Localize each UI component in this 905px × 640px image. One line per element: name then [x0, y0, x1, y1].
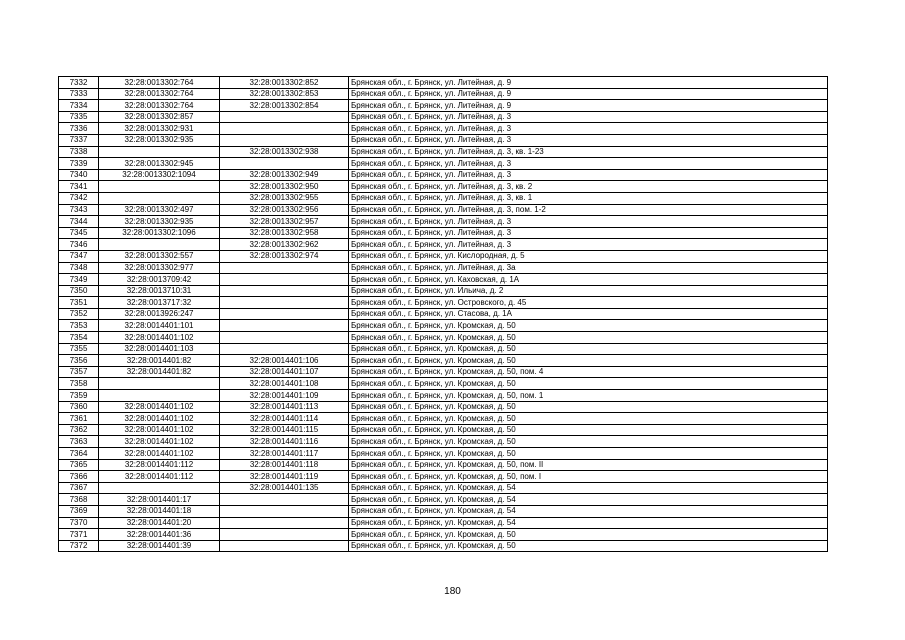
- cadastral-number-cell: 32:28:0013302:857: [99, 111, 220, 123]
- address-cell: Брянская обл., г. Брянск, ул. Литейная, д. 3а: [349, 262, 828, 274]
- row-number-cell: 7368: [59, 494, 99, 506]
- cadastral-number-cell: 32:28:0013302:935: [99, 134, 220, 146]
- cadastral-number-cell: 32:28:0013302:931: [99, 123, 220, 135]
- row-number-cell: 7365: [59, 459, 99, 471]
- row-number-cell: 7351: [59, 297, 99, 309]
- row-number-cell: 7366: [59, 471, 99, 483]
- object-cadastral-number-cell: 32:28:0013302:938: [220, 146, 349, 158]
- address-cell: Брянская обл., г. Брянск, ул. Ильича, д. 2: [349, 285, 828, 297]
- address-cell: Брянская обл., г. Брянск, ул. Литейная, д. 9: [349, 77, 828, 89]
- row-number-cell: 7337: [59, 134, 99, 146]
- table-row: [59, 378, 828, 390]
- table-row: [59, 390, 828, 402]
- address-cell: Брянская обл., г. Брянск, ул. Литейная, д. 3: [349, 239, 828, 251]
- row-number-cell: 7357: [59, 366, 99, 378]
- row-number-cell: 7364: [59, 448, 99, 460]
- row-number-cell: 7342: [59, 192, 99, 204]
- cadastral-number-cell: 32:28:0014401:112: [99, 471, 220, 483]
- object-cadastral-number-cell: [220, 517, 349, 529]
- row-number-cell: 7360: [59, 401, 99, 413]
- row-number-cell: 7333: [59, 88, 99, 100]
- table-row: [59, 308, 828, 320]
- address-cell: Брянская обл., г. Брянск, ул. Кромская, д. 54: [349, 494, 828, 506]
- row-number-cell: 7336: [59, 123, 99, 135]
- object-cadastral-number-cell: 32:28:0013302:854: [220, 100, 349, 112]
- row-number-cell: 7370: [59, 517, 99, 529]
- address-cell: Брянская обл., г. Брянск, ул. Кромская, д. 50: [349, 413, 828, 425]
- table-row: [59, 448, 828, 460]
- address-cell: Брянская обл., г. Брянск, ул. Литейная, д. 9: [349, 100, 828, 112]
- address-cell: Брянская обл., г. Брянск, ул. Каховская, д. 1А: [349, 274, 828, 286]
- address-cell: Брянская обл., г. Брянск, ул. Кромская, д. 50, пом. 4: [349, 366, 828, 378]
- object-cadastral-number-cell: [220, 158, 349, 170]
- row-number-cell: 7335: [59, 111, 99, 123]
- row-number-cell: 7349: [59, 274, 99, 286]
- address-cell: Брянская обл., г. Брянск, ул. Кромская, д. 50: [349, 320, 828, 332]
- cadastral-number-cell: 32:28:0013302:497: [99, 204, 220, 216]
- table-row: [59, 262, 828, 274]
- table-row: [59, 274, 828, 286]
- address-cell: Брянская обл., г. Брянск, ул. Литейная, д. 9: [349, 88, 828, 100]
- address-cell: Брянская обл., г. Брянск, ул. Литейная, д. 3: [349, 216, 828, 228]
- row-number-cell: 7362: [59, 424, 99, 436]
- cadastral-number-cell: 32:28:0014401:82: [99, 355, 220, 367]
- object-cadastral-number-cell: 32:28:0013302:852: [220, 77, 349, 89]
- object-cadastral-number-cell: 32:28:0013302:958: [220, 227, 349, 239]
- address-cell: Брянская обл., г. Брянск, ул. Островского, д. 45: [349, 297, 828, 309]
- cadastral-number-cell: 32:28:0013710:31: [99, 285, 220, 297]
- address-cell: Брянская обл., г. Брянск, ул. Литейная, д. 3, кв. 1-23: [349, 146, 828, 158]
- row-number-cell: 7345: [59, 227, 99, 239]
- object-cadastral-number-cell: [220, 320, 349, 332]
- table-row: [59, 297, 828, 309]
- row-number-cell: 7372: [59, 540, 99, 552]
- cadastral-number-cell: 32:28:0013302:935: [99, 216, 220, 228]
- table-row: [59, 529, 828, 541]
- address-cell: Брянская обл., г. Брянск, ул. Кромская, д. 50, пом. 1: [349, 390, 828, 402]
- page-number: 180: [444, 586, 461, 597]
- row-number-cell: 7352: [59, 308, 99, 320]
- object-cadastral-number-cell: [220, 297, 349, 309]
- table-row: [59, 343, 828, 355]
- row-number-cell: 7332: [59, 77, 99, 89]
- object-cadastral-number-cell: [220, 285, 349, 297]
- address-cell: Брянская обл., г. Брянск, ул. Кромская, д. 50: [349, 436, 828, 448]
- cadastral-number-cell: [99, 146, 220, 158]
- table-row: [59, 192, 828, 204]
- object-cadastral-number-cell: [220, 308, 349, 320]
- table-row: [59, 436, 828, 448]
- address-cell: Брянская обл., г. Брянск, ул. Литейная, д. 3: [349, 227, 828, 239]
- table-row: [59, 505, 828, 517]
- table-row: [59, 111, 828, 123]
- cadastral-table: [58, 76, 828, 552]
- address-cell: Брянская обл., г. Брянск, ул. Литейная, д. 3: [349, 134, 828, 146]
- object-cadastral-number-cell: [220, 123, 349, 135]
- row-number-cell: 7343: [59, 204, 99, 216]
- cadastral-number-cell: 32:28:0014401:102: [99, 332, 220, 344]
- object-cadastral-number-cell: [220, 274, 349, 286]
- cadastral-number-cell: 32:28:0014401:102: [99, 413, 220, 425]
- address-cell: Брянская обл., г. Брянск, ул. Кромская, д. 54: [349, 505, 828, 517]
- table-row: [59, 123, 828, 135]
- object-cadastral-number-cell: [220, 494, 349, 506]
- cadastral-number-cell: [99, 390, 220, 402]
- address-cell: Брянская обл., г. Брянск, ул. Кромская, д. 54: [349, 482, 828, 494]
- address-cell: Брянская обл., г. Брянск, ул. Кромская, д. 54: [349, 517, 828, 529]
- row-number-cell: 7356: [59, 355, 99, 367]
- address-cell: Брянская обл., г. Брянск, ул. Кислородная, д. 5: [349, 250, 828, 262]
- row-number-cell: 7361: [59, 413, 99, 425]
- table-row: [59, 227, 828, 239]
- cadastral-number-cell: 32:28:0014401:17: [99, 494, 220, 506]
- cadastral-number-cell: 32:28:0013302:764: [99, 88, 220, 100]
- object-cadastral-number-cell: 32:28:0014401:109: [220, 390, 349, 402]
- object-cadastral-number-cell: 32:28:0014401:113: [220, 401, 349, 413]
- row-number-cell: 7347: [59, 250, 99, 262]
- row-number-cell: 7358: [59, 378, 99, 390]
- row-number-cell: 7354: [59, 332, 99, 344]
- row-number-cell: 7369: [59, 505, 99, 517]
- object-cadastral-number-cell: 32:28:0013302:962: [220, 239, 349, 251]
- cadastral-number-cell: 32:28:0013709:42: [99, 274, 220, 286]
- table-row: [59, 77, 828, 89]
- object-cadastral-number-cell: 32:28:0014401:118: [220, 459, 349, 471]
- table-row: [59, 332, 828, 344]
- cadastral-number-cell: 32:28:0014401:102: [99, 401, 220, 413]
- object-cadastral-number-cell: [220, 343, 349, 355]
- cadastral-number-cell: 32:28:0014401:102: [99, 448, 220, 460]
- cadastral-number-cell: 32:28:0013302:764: [99, 100, 220, 112]
- cadastral-number-cell: [99, 239, 220, 251]
- object-cadastral-number-cell: [220, 262, 349, 274]
- row-number-cell: 7353: [59, 320, 99, 332]
- address-cell: Брянская обл., г. Брянск, ул. Литейная, д. 3: [349, 111, 828, 123]
- object-cadastral-number-cell: 32:28:0013302:949: [220, 169, 349, 181]
- address-cell: Брянская обл., г. Брянск, ул. Кромская, д. 50: [349, 448, 828, 460]
- row-number-cell: 7371: [59, 529, 99, 541]
- cadastral-number-cell: [99, 378, 220, 390]
- cadastral-number-cell: 32:28:0014401:102: [99, 424, 220, 436]
- cadastral-number-cell: 32:28:0013302:945: [99, 158, 220, 170]
- object-cadastral-number-cell: 32:28:0014401:119: [220, 471, 349, 483]
- row-number-cell: 7339: [59, 158, 99, 170]
- row-number-cell: 7363: [59, 436, 99, 448]
- object-cadastral-number-cell: [220, 134, 349, 146]
- cadastral-number-cell: 32:28:0013302:1096: [99, 227, 220, 239]
- cadastral-number-cell: 32:28:0014401:18: [99, 505, 220, 517]
- table-row: [59, 401, 828, 413]
- table-row: [59, 320, 828, 332]
- row-number-cell: 7340: [59, 169, 99, 181]
- object-cadastral-number-cell: 32:28:0014401:116: [220, 436, 349, 448]
- object-cadastral-number-cell: [220, 529, 349, 541]
- cadastral-number-cell: 32:28:0013302:764: [99, 77, 220, 89]
- table-row: [59, 424, 828, 436]
- cadastral-number-cell: 32:28:0014401:39: [99, 540, 220, 552]
- cadastral-number-cell: [99, 482, 220, 494]
- address-cell: Брянская обл., г. Брянск, ул. Кромская, д. 50: [349, 332, 828, 344]
- object-cadastral-number-cell: 32:28:0014401:117: [220, 448, 349, 460]
- address-cell: Брянская обл., г. Брянск, ул. Литейная, д. 3: [349, 169, 828, 181]
- table-row: [59, 88, 828, 100]
- cadastral-number-cell: 32:28:0013302:977: [99, 262, 220, 274]
- row-number-cell: 7359: [59, 390, 99, 402]
- address-cell: Брянская обл., г. Брянск, ул. Литейная, д. 3, кв. 2: [349, 181, 828, 193]
- cadastral-number-cell: 32:28:0014401:102: [99, 436, 220, 448]
- address-cell: Брянская обл., г. Брянск, ул. Литейная, д. 3: [349, 158, 828, 170]
- row-number-cell: 7355: [59, 343, 99, 355]
- table-row: [59, 413, 828, 425]
- object-cadastral-number-cell: 32:28:0013302:955: [220, 192, 349, 204]
- cadastral-number-cell: [99, 181, 220, 193]
- object-cadastral-number-cell: 32:28:0014401:114: [220, 413, 349, 425]
- object-cadastral-number-cell: 32:28:0014401:135: [220, 482, 349, 494]
- cadastral-number-cell: [99, 192, 220, 204]
- address-cell: Брянская обл., г. Брянск, ул. Кромская, д. 50, пом. II: [349, 459, 828, 471]
- table-row: [59, 285, 828, 297]
- address-cell: Брянская обл., г. Брянск, ул. Литейная, д. 3, пом. 1-2: [349, 204, 828, 216]
- object-cadastral-number-cell: 32:28:0013302:853: [220, 88, 349, 100]
- table-row: [59, 250, 828, 262]
- cadastral-number-cell: 32:28:0013302:1094: [99, 169, 220, 181]
- address-cell: Брянская обл., г. Брянск, ул. Кромская, д. 50: [349, 343, 828, 355]
- table-row: [59, 355, 828, 367]
- address-cell: Брянская обл., г. Брянск, ул. Кромская, д. 50: [349, 401, 828, 413]
- address-cell: Брянская обл., г. Брянск, ул. Литейная, д. 3, кв. 1: [349, 192, 828, 204]
- object-cadastral-number-cell: 32:28:0013302:957: [220, 216, 349, 228]
- address-cell: Брянская обл., г. Брянск, ул. Кромская, д. 50: [349, 378, 828, 390]
- object-cadastral-number-cell: [220, 111, 349, 123]
- cadastral-number-cell: 32:28:0014401:36: [99, 529, 220, 541]
- object-cadastral-number-cell: 32:28:0013302:974: [220, 250, 349, 262]
- table-row: [59, 158, 828, 170]
- address-cell: Брянская обл., г. Брянск, ул. Кромская, д. 50: [349, 529, 828, 541]
- table-row: [59, 181, 828, 193]
- table-row: [59, 216, 828, 228]
- object-cadastral-number-cell: 32:28:0013302:950: [220, 181, 349, 193]
- cadastral-number-cell: 32:28:0014401:82: [99, 366, 220, 378]
- cadastral-number-cell: 32:28:0014401:103: [99, 343, 220, 355]
- table-row: [59, 239, 828, 251]
- object-cadastral-number-cell: [220, 332, 349, 344]
- row-number-cell: 7348: [59, 262, 99, 274]
- table-row: [59, 471, 828, 483]
- cadastral-number-cell: 32:28:0013717:32: [99, 297, 220, 309]
- object-cadastral-number-cell: 32:28:0014401:107: [220, 366, 349, 378]
- cadastral-number-cell: 32:28:0013926:247: [99, 308, 220, 320]
- cadastral-number-cell: 32:28:0014401:20: [99, 517, 220, 529]
- table-body: [59, 77, 828, 552]
- address-cell: Брянская обл., г. Брянск, ул. Стасова, д. 1А: [349, 308, 828, 320]
- object-cadastral-number-cell: [220, 505, 349, 517]
- row-number-cell: 7334: [59, 100, 99, 112]
- table-row: [59, 134, 828, 146]
- object-cadastral-number-cell: 32:28:0014401:108: [220, 378, 349, 390]
- table-row: [59, 366, 828, 378]
- object-cadastral-number-cell: 32:28:0014401:106: [220, 355, 349, 367]
- row-number-cell: 7338: [59, 146, 99, 158]
- row-number-cell: 7344: [59, 216, 99, 228]
- table-row: [59, 146, 828, 158]
- table-row: [59, 204, 828, 216]
- address-cell: Брянская обл., г. Брянск, ул. Кромская, д. 50: [349, 424, 828, 436]
- table-row: [59, 482, 828, 494]
- row-number-cell: 7350: [59, 285, 99, 297]
- table-row: [59, 494, 828, 506]
- cadastral-number-cell: 32:28:0013302:557: [99, 250, 220, 262]
- row-number-cell: 7341: [59, 181, 99, 193]
- object-cadastral-number-cell: [220, 540, 349, 552]
- row-number-cell: 7367: [59, 482, 99, 494]
- cadastral-number-cell: 32:28:0014401:101: [99, 320, 220, 332]
- address-cell: Брянская обл., г. Брянск, ул. Кромская, д. 50, пом. I: [349, 471, 828, 483]
- table-row: [59, 169, 828, 181]
- object-cadastral-number-cell: 32:28:0013302:956: [220, 204, 349, 216]
- address-cell: Брянская обл., г. Брянск, ул. Кромская, д. 50: [349, 540, 828, 552]
- table-row: [59, 100, 828, 112]
- table-row: [59, 540, 828, 552]
- row-number-cell: 7346: [59, 239, 99, 251]
- address-cell: Брянская обл., г. Брянск, ул. Литейная, д. 3: [349, 123, 828, 135]
- address-cell: Брянская обл., г. Брянск, ул. Кромская, д. 50: [349, 355, 828, 367]
- object-cadastral-number-cell: 32:28:0014401:115: [220, 424, 349, 436]
- table-row: [59, 459, 828, 471]
- cadastral-number-cell: 32:28:0014401:112: [99, 459, 220, 471]
- table-row: [59, 517, 828, 529]
